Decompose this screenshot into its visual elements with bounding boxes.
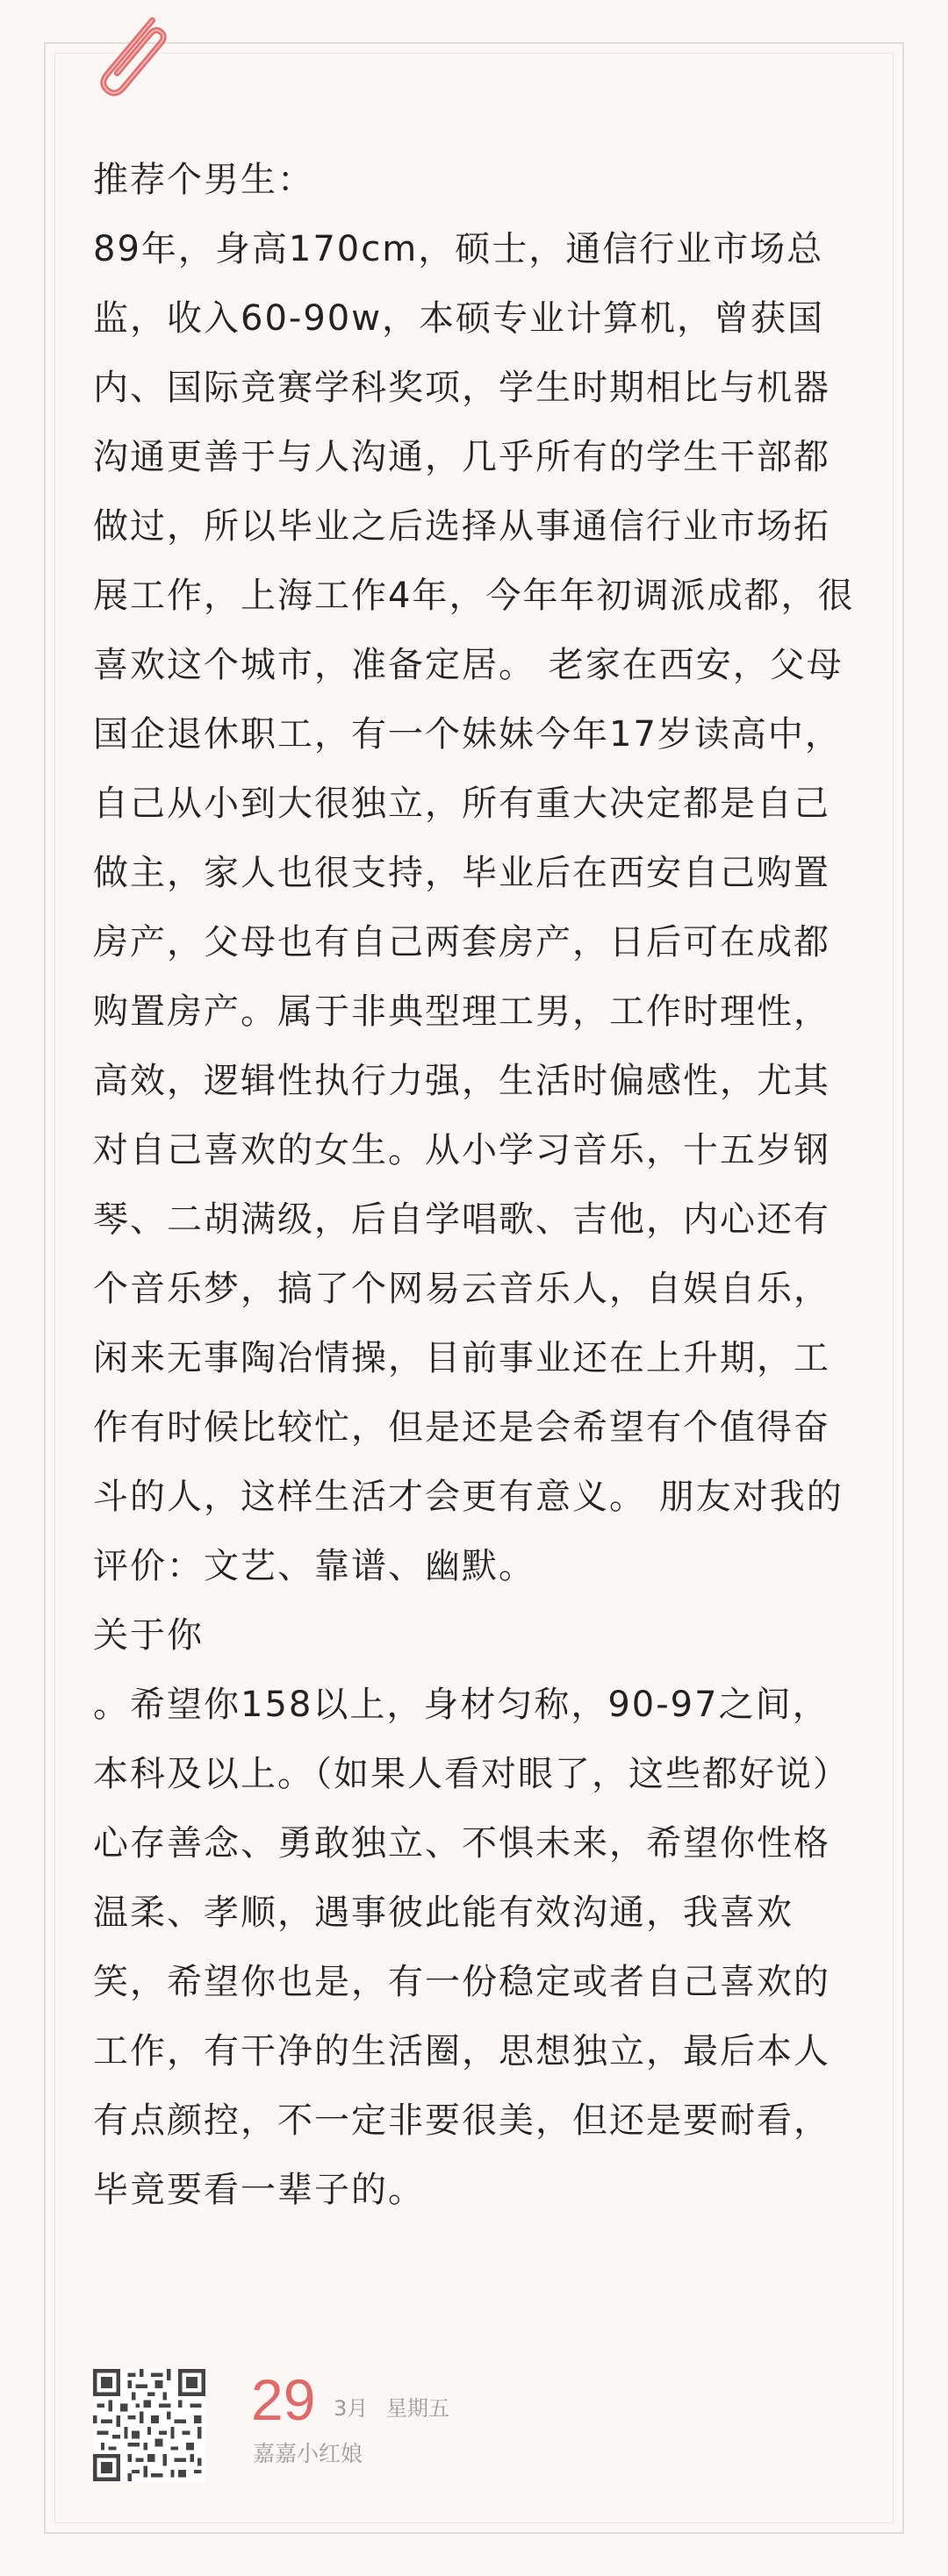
date-month: 3月 [334,2396,369,2421]
post-footer [93,2369,865,2483]
post-heading: 推荐个男生： [93,160,314,200]
post-body-about-him: 89年，身高170cm，硕士，通信行业市场总监，收入60-90w，本硕专业计算机，曾获国内、国际竞赛学科奖项，学生时期相比与机器沟通更善于与人沟通，几乎所有的学生干部都做过，所以毕业之后选择从事通信行业市场拓展工作，上海工作4年，今年年初调派成都，很喜欢这个城市，准备定居。 老家在西安，父母国企退休职工，有一个妹妹今年17岁读高中，自己从小到大很独立，所有重大决定都是自己做主，家人也很支持，毕业后在西安自己购置房产，父母也有自己两套房产，日后可在成都购置房产。属于非典型理工男，工作时理性，高效，逻辑性执行力强，生活时偏感性，尤其对自己喜欢的女生。从小学习音乐，十五岁钢琴、二胡满级，后自学唱歌、吉他，内心还有个音乐梦，搞了个网易云音乐人，自娱自乐，闲来无事陶冶情操，目前事业还在上升期，工作有时候比较忙，但是还是会希望有个值得奋斗的人，这样生活才会更有意义。 朋友对我的评价：文艺、靠谱、幽默。 [93,229,855,1586]
author-name: 嘉嘉小红娘 [253,2441,363,2466]
post-content [93,146,865,2225]
qr-code-icon[interactable] [93,2369,205,2481]
post-subheading-about-you: 关于你 [93,1615,204,1656]
post-body-about-you: 。希望你158以上，身材匀称，90-97之间，本科及以上。（如果人看对眼了，这些都好说）心存善念、勇敢独立、不惧未来，希望你性格温柔、孝顺，遇事彼此能有效沟通，我喜欢笑，希望你也是，有一份稳定或者自己喜欢的工作，有干净的生活圈，思想独立，最后本人有点颜控，不一定非要很美，但还是要耐看，毕竟要看一辈子的。 [93,1685,850,2210]
date-day: 29 [251,2367,316,2432]
date-weekday: 星期五 [386,2396,449,2421]
paperclip-icon [86,7,174,104]
